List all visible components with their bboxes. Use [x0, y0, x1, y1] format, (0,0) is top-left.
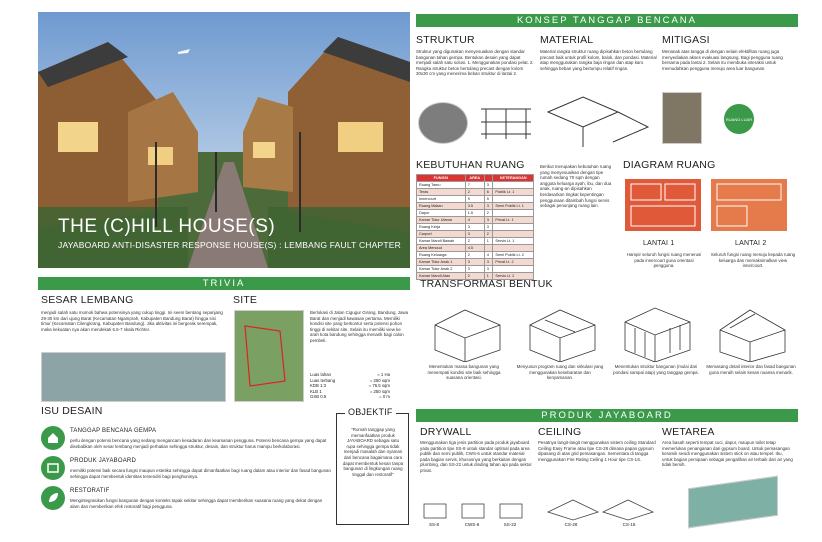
isu-item-title: TANGGAP BENCANA GEMPA	[70, 428, 157, 434]
table-cell: 4	[484, 252, 493, 259]
transformasi-step-2: Menyusun program ruang dan sirkulasi yang menggunakan kesebaratan dan kenyamanan.	[516, 364, 604, 381]
table-cell: Ruang Keluarga	[417, 252, 466, 259]
drywall-text: Menggunakan tiga jenis partition pada produk jayaboard yaitu partition tipe SS-8 untuk standar optimal pada area publik dan semi publik, CWS-6 untuk standar material pada bagian servis, khususnya yang berkaitan dengan plumbing, dan SS-22 untuk dinding tahan api pada sektor privat.	[420, 440, 532, 473]
trivia-band: TRIVIA	[38, 277, 410, 290]
produk-band: PRODUK JAYABOARD	[416, 409, 798, 422]
table-cell: 3	[484, 266, 493, 273]
table-cell: 9	[465, 196, 484, 203]
kebutuhan-note: Berikut merupakan kebutuhan ruang yang menyesuaikan dengan tipe rumah sedang 70 sqm dengan anggota keluarga ayah, ibu, dan dua anak, ruang-an dipisahkan berdasarkan tingkat kepentingan penggunaan ditambah fungsi servis sebagai penunjang ruang lain.	[540, 164, 612, 209]
table-cell: 2	[465, 273, 484, 280]
struktur-diagram	[476, 104, 536, 144]
stat-value: = 0 m	[379, 394, 390, 400]
stat-value: = 76.5 sqm	[368, 383, 390, 389]
material-heading: MATERIAL	[540, 34, 594, 46]
sesar-text: menjadi salah satu momok bahwa potensinya yang cukup tinggi. Ini seem bentang sepanjang 29-30 km dari ujung Barat (Kecamatan Ngamprah, Kabupaten Bandung Barat) hingga sisi timur (Kecamatan Cilengkrang, Kabupaten Bandung). Jika aktivitas ini bergerak serempak, maka kekuatan nya akan mendekati 6.5-7 skala Richter.	[41, 310, 223, 332]
table-cell: 4.5	[465, 245, 484, 252]
house-icon	[46, 431, 60, 445]
site-stats	[310, 372, 390, 400]
table-row	[417, 210, 534, 217]
diagram-ruang	[623, 174, 793, 238]
table-row	[417, 203, 534, 210]
site-map	[234, 310, 304, 402]
site-stat-row	[310, 394, 390, 400]
table-cell: Kamar Mandi Bawah	[417, 238, 466, 245]
table-cell: 3	[484, 259, 493, 266]
konsep-band: KONSEP TANGGAP BENCANA	[416, 14, 798, 27]
table-body	[417, 182, 534, 280]
table-header: KETERANGAN	[493, 175, 534, 182]
table-cell: 2	[484, 231, 493, 238]
drywall-label: SS-22	[503, 522, 517, 527]
isu-item-text: perlu dengan potensi bencana yang sedang mengancam kesadaran dan keamanan pengguna. Potensi bencana gempa yang dapat disebabkan oleh sesar lembang menjadi perhatian sehingga struktur, desain, dan struktur harus mampu berkolaborasi.	[70, 438, 327, 449]
isu-item-text: Mengintegrasikan fungsi bangunan dengan konteks tapak sekitar sehingga dapat memberikan suasana ruang yang dekat dengan alam dan memberikan efek restoratif bagi pengguna.	[70, 498, 323, 509]
table-header	[484, 175, 493, 182]
drywall-label: SS-8	[428, 522, 439, 527]
table-cell: 3	[465, 259, 484, 266]
struktur-photo	[418, 102, 468, 144]
table-row	[417, 252, 534, 259]
table-cell: 1	[484, 238, 493, 245]
drywall-sections	[422, 500, 532, 522]
ceiling-sections	[543, 494, 658, 522]
leaf-icon	[46, 491, 60, 505]
table-cell: Privat Lt. 1	[493, 217, 534, 224]
lantai2-text: Seluruh fungsi ruang menuju kepada ruang keluarga dan memaksimalkan view innercourt.	[710, 252, 796, 269]
table-row	[417, 259, 534, 266]
table-row	[417, 224, 534, 231]
table-cell	[493, 210, 534, 217]
stat-value: = 1 Ha	[377, 372, 390, 377]
transformasi-heading: TRANSFORMASI BENTUK	[420, 278, 553, 290]
table-cell: 3	[484, 182, 493, 189]
table-cell: Kamar Tidur Utama	[417, 217, 466, 224]
table-header: FUNGSI	[417, 175, 466, 182]
ceiling-text: Pesatnya langit-langit menggunakan sistem ceiling Standard Ceiling Easy Frame atau tipe CS-28 dimana papan gypsum dipasang di atas grid pemasangan. Sementara di tangga menggunakan Fire Rating Ceiling 1 Hour tipe CS-1S.	[538, 440, 656, 462]
lantai1-text: Hampir seluruh fungsi ruang menerusi pada innercourt guna orientasi pengguna.	[626, 252, 702, 269]
isu-item-title: PRODUK JAYABOARD	[70, 458, 136, 464]
table-cell	[493, 182, 534, 189]
transformasi-sketches	[420, 300, 795, 362]
table-cell: Servis Lt. 1	[493, 238, 534, 245]
lantai2-label: LANTAI 2	[735, 240, 767, 247]
isu-item-title: RESTORATIF	[70, 488, 110, 494]
wetarea-heading: WETAREA	[662, 426, 715, 438]
stat-value: = 250 sqm	[369, 377, 390, 383]
table-header: AREA	[465, 175, 484, 182]
stat-key: KLB 1	[310, 388, 322, 394]
table-cell: 2	[465, 238, 484, 245]
table-cell: 2	[484, 210, 493, 217]
material-diagram	[543, 92, 653, 150]
table-cell: Ruang Kerja	[417, 224, 466, 231]
stat-key: KDB 1:3	[310, 383, 327, 389]
mitigasi-heading: MITIGASI	[662, 34, 710, 46]
table-cell: 2	[465, 252, 484, 259]
table-cell: Semi Publik Lt. 1	[493, 203, 534, 210]
table-cell: Privat Lt. 2	[493, 259, 534, 266]
table-cell	[484, 245, 493, 252]
produk-icon	[41, 456, 65, 480]
drywall-label: CWS-6	[464, 522, 480, 527]
table-cell: Publik Lt. 1	[493, 189, 534, 196]
table-cell: Ruang Makan	[417, 203, 466, 210]
restoratif-icon	[41, 486, 65, 510]
hero-render	[38, 12, 410, 268]
board	[38, 12, 798, 530]
table-cell: 3	[465, 231, 484, 238]
table-cell: 2	[465, 189, 484, 196]
table-row	[417, 189, 534, 196]
ceiling-label: CS-15	[622, 522, 636, 527]
table-cell: Ruang Tamu	[417, 182, 466, 189]
mitigasi-photo	[662, 92, 702, 144]
table-row	[417, 217, 534, 224]
site-boundary	[235, 311, 305, 403]
table-cell: 3	[484, 224, 493, 231]
table-cell: Carport	[417, 231, 466, 238]
kebutuhan-table	[416, 174, 534, 280]
table-cell: Semi Publik Lt. 2	[493, 252, 534, 259]
board-icon	[46, 461, 60, 475]
stat-key: Luas lahan	[310, 372, 332, 377]
project-title: THE (C)HILL HOUSE(S)	[58, 216, 276, 237]
sesar-photo	[41, 352, 226, 402]
diagram-heading: DIAGRAM RUANG	[623, 159, 716, 171]
stat-key: GSB 0.5	[310, 394, 327, 400]
table-cell: 3	[465, 266, 484, 273]
struktur-heading: STRUKTUR	[416, 34, 475, 46]
material-text: Material rangka struktur ruang dipisahkan beton bertulang precast baik untuk profil kolom, balok, dan pondasi. Material atap menggunakan rangka baja ringan dan atap karo sehingga beban yang bertumpu relatif ringan.	[540, 49, 657, 71]
transformasi-step-4: Memasang detail interior dan fasad bangunan guna meraih selain kesan nuansa menarik.	[706, 364, 796, 375]
table-cell	[493, 266, 534, 273]
table-cell: 7	[465, 182, 484, 189]
table-cell: 3.5	[465, 203, 484, 210]
table-cell: 3	[484, 203, 493, 210]
wetarea-text: Area basah seperti tempat cuci, dapur, maupun toilet tetap memerlukan penanganan dari gypsum board. Untuk pemasangan keramik sesidi menggunakan sistem stick on atau tempel. Ibu, untuk bagian pemipaan sebagai pengalihan air terbaik dari air yang tidak bersih.	[662, 440, 793, 468]
table-cell: Servis Lt. 2	[493, 273, 534, 280]
stat-value: = 250 sqm	[369, 388, 390, 394]
table-cell: 6	[484, 189, 493, 196]
table-cell: Innercourt	[417, 196, 466, 203]
kebutuhan-heading: KEBUTUHAN RUANG	[416, 159, 525, 171]
table-header-row	[417, 175, 534, 182]
table-cell	[493, 231, 534, 238]
ceiling-label: CS-28	[564, 522, 578, 527]
ruang-luar-circle	[724, 104, 754, 134]
site-heading: SITE	[233, 294, 258, 306]
transformasi-step-3: Menentukan struktur bangunan (mulai dari pondasi sampai atap) yang tanggap gempa.	[613, 364, 699, 375]
objektif-text: "Rumah tanggap yang memanfaatkan produk JAYABOARD sebagai satu rupa sehingga gempa tidak menjadi masalah dan nyaman dari bencana bagaimana cara dapat membentuk kesan tanpa bangunan di lingkungan ruang tinggal dan restoratif"	[342, 427, 404, 477]
table-cell: Area Mencuci	[417, 245, 466, 252]
table-cell: 1	[484, 273, 493, 280]
table-cell	[493, 224, 534, 231]
table-cell: Kamar Tidur Anak 1	[417, 259, 466, 266]
stat-key: Luas terbang	[310, 377, 336, 383]
table-cell: Kamar Tidur Anak 2	[417, 266, 466, 273]
sesar-heading: SESAR LEMBANG	[41, 294, 134, 306]
ceiling-heading: CEILING	[538, 426, 582, 438]
drywall-heading: DRYWALL	[420, 426, 472, 438]
objektif-heading: OBJEKTIF	[345, 407, 396, 417]
project-subtitle: JAYABOARD ANTI-DISASTER RESPONSE HOUSE(S) : LEMBANG FAULT CHAPTER	[58, 240, 401, 250]
table-cell: Teras	[417, 189, 466, 196]
table-cell: 4	[465, 217, 484, 224]
table-cell: Dapur	[417, 210, 466, 217]
table-row	[417, 245, 534, 252]
table-row	[417, 231, 534, 238]
table-cell: 5	[484, 196, 493, 203]
transformasi-step-1: Menentukan massa bangunan yang menempati kondisi site baik sehingga suasana orientasi.	[427, 364, 501, 381]
table-row	[417, 238, 534, 245]
wetarea-board-image	[688, 476, 778, 529]
table-cell: 3	[484, 217, 493, 224]
table-row	[417, 196, 534, 203]
site-text: Berlokasi di Jalan Cigugur Girang, Bandung, Jawa Barat dan menjadi kawasan pertama. Memiliki kondisi site yang berkontur serta potensi pohon tinggi di sekitar site. Selain itu memiliki view ke arah kota bandung sehingga menarik bagi calon pembeli.	[310, 310, 409, 343]
table-cell: 1.5	[465, 210, 484, 217]
tanggap-icon	[41, 426, 65, 450]
table-row	[417, 182, 534, 189]
table-cell: 3	[465, 224, 484, 231]
table-cell: Kamar Mandi Atas	[417, 273, 466, 280]
table-cell	[493, 245, 534, 252]
isu-item-text: memiliki potensi baik secara fungsi maupun estetika sehingga dapat dimanfaatkan bagi ruang dalam atau interior dan fasad bangunan sehingga dapat membentuk identitas tersendiri bagi penghuninya.	[70, 468, 331, 479]
struktur-text: Struktur yang digunakan menyesuaikan dengan standar bangunan tahan gempa. Bentukan desain yang dapat menjadi salah satu solusi. 1. Menggunakan pondasi pelat. 2. Rangka struktur beton bertulang precast dengan kolom 30x30 cm yang menerima beban struktur di lantai 2.	[416, 49, 534, 77]
table-row	[417, 266, 534, 273]
ruang-luar-label: RUANG LUAR	[725, 116, 753, 122]
table-cell	[493, 196, 534, 203]
mitigasi-text: Menanak atas tangga di dengan selain efektifitas ruang juga menyediakan akses evakuasi langsung. Bagi pengguna ruang bersama pada lantai 2. Selain itu membuka interaksi untuk memudahkan pengguna menuju area luar bangunan.	[662, 49, 783, 71]
isu-heading: ISU DESAIN	[41, 405, 103, 417]
lantai1-label: LANTAI 1	[643, 240, 675, 247]
